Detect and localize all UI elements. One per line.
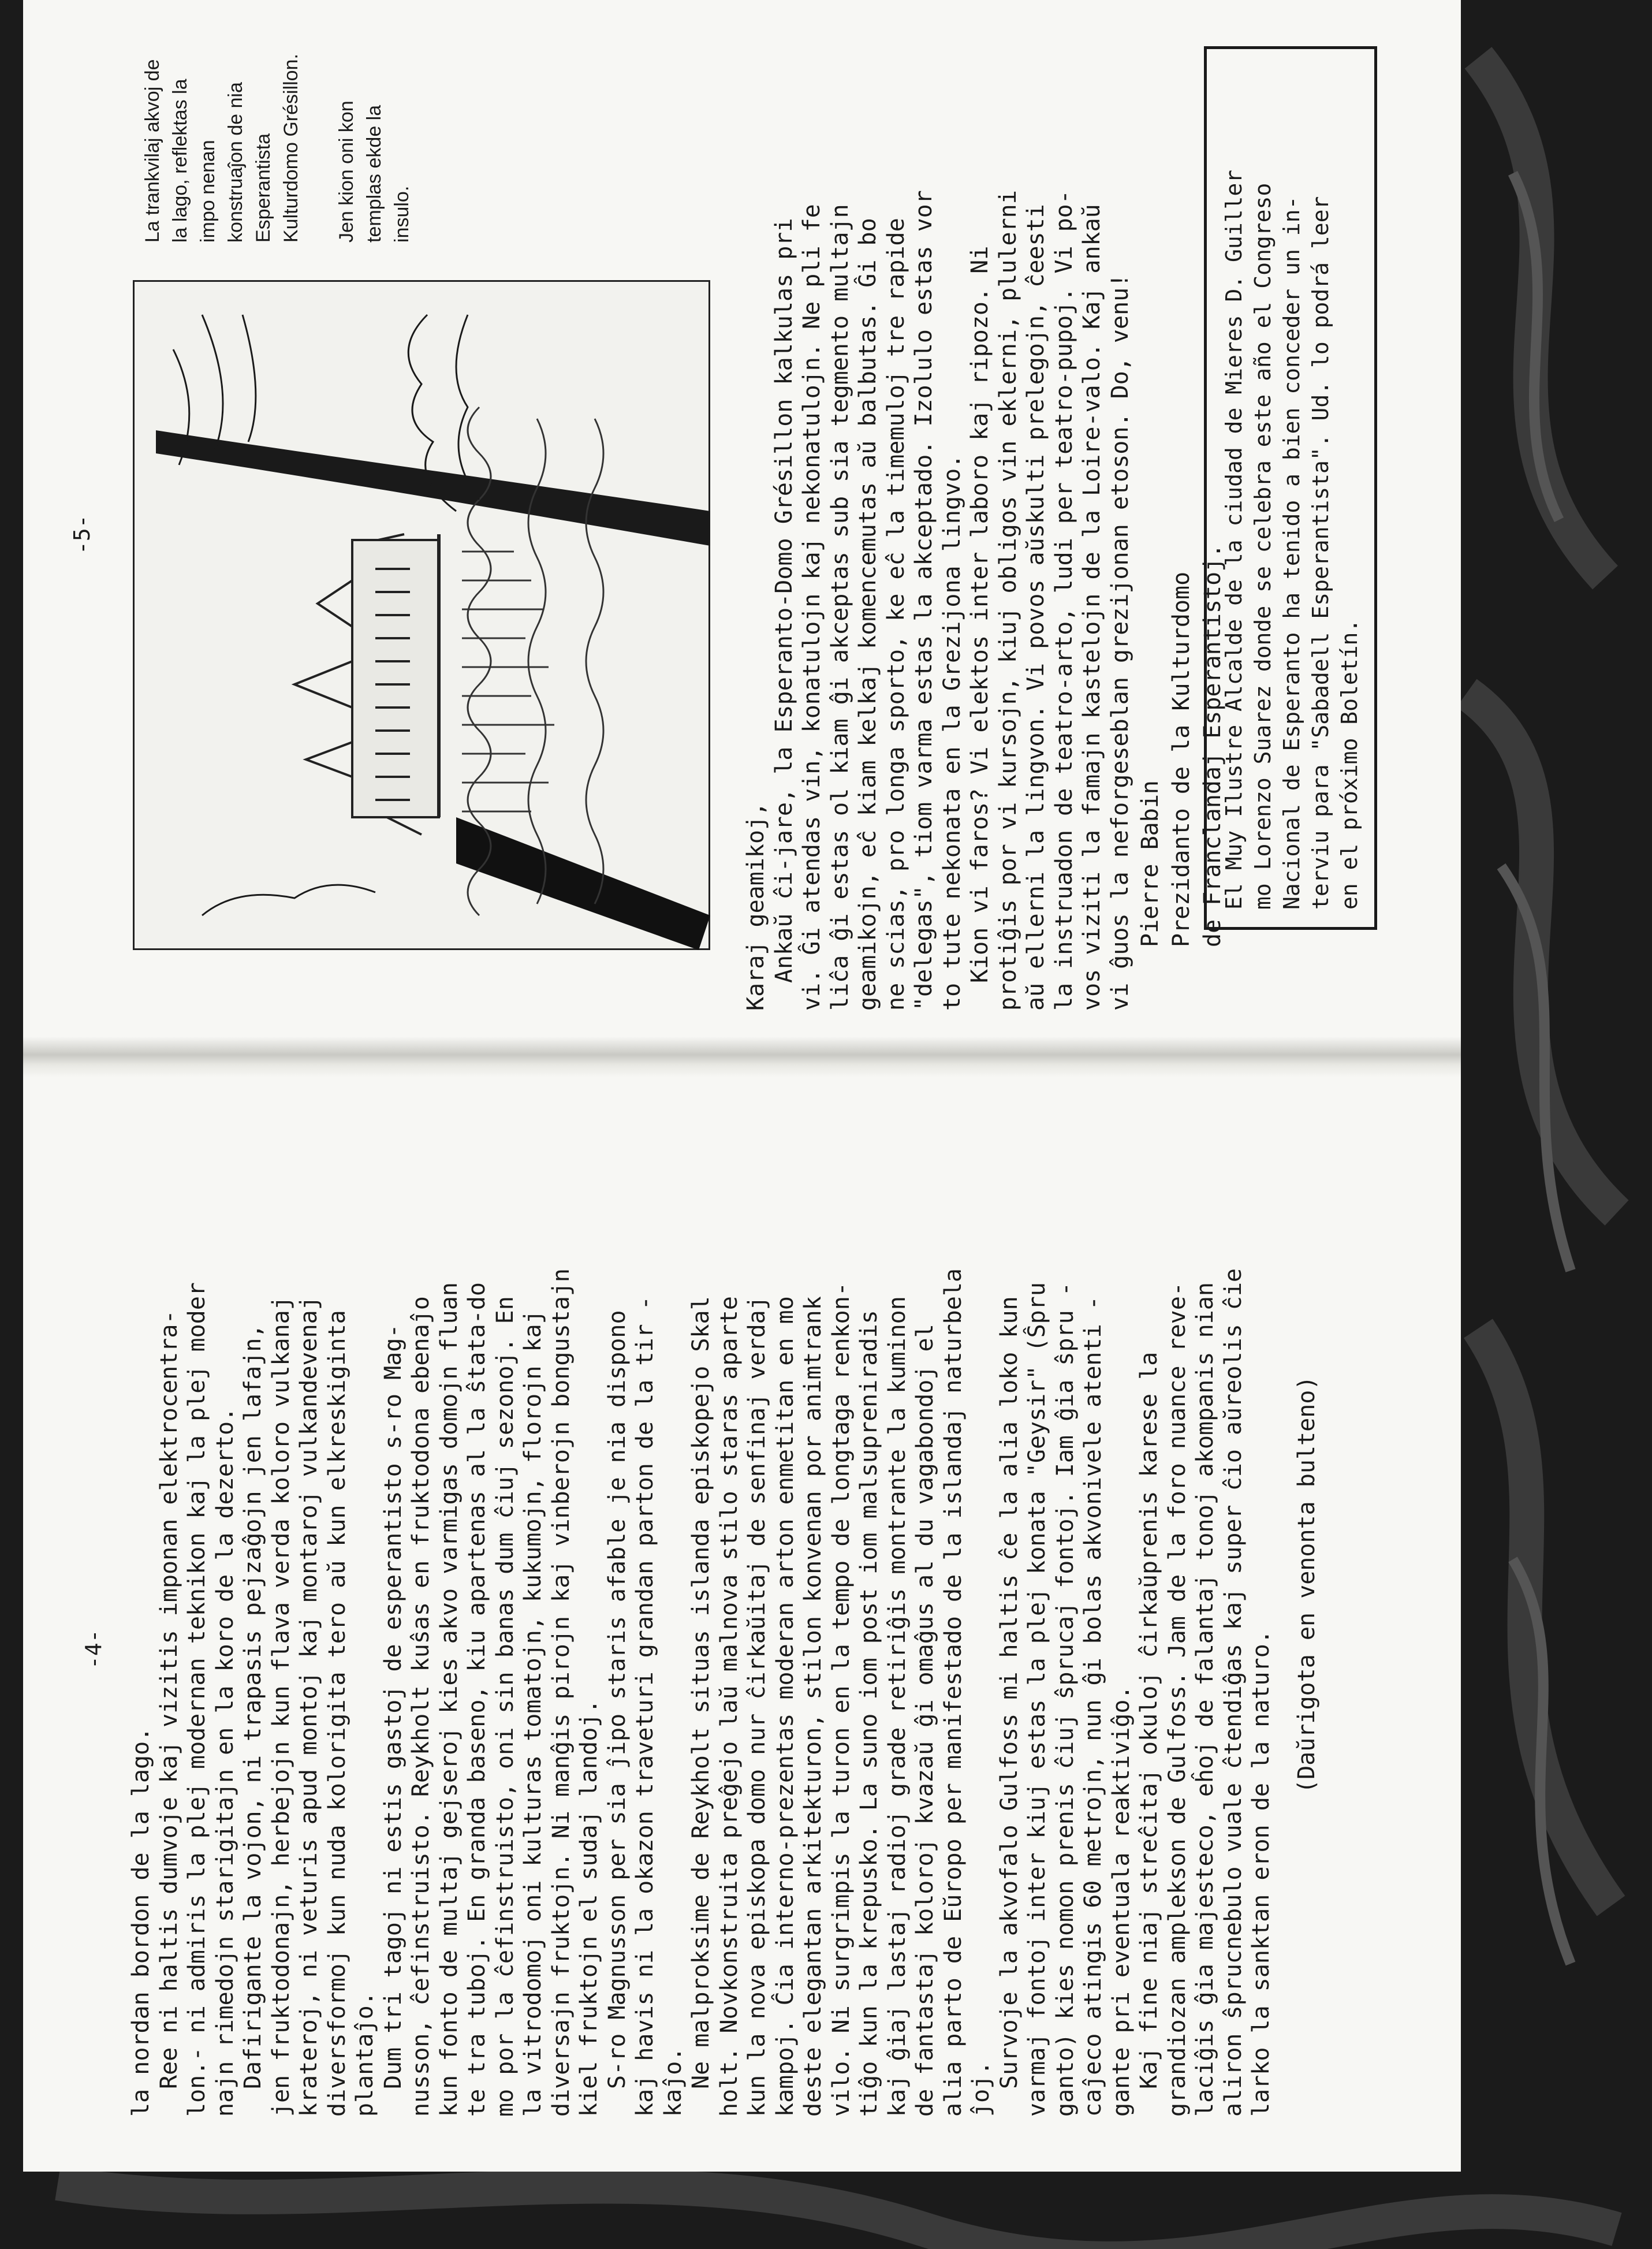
caption-line: La trankvilaj akvoj de la lago, reflektas la impo nenan konstruaĵon de nia Esperantista Kulturdomo Grésillon. — [141, 54, 302, 243]
text-line: plantaĵo. — [352, 1991, 378, 2117]
text-line: te tra tuboj. En granda baseno, kiu apartenas al la ŝtata-do — [464, 1282, 490, 2117]
notice-line: El Muy Ilustre Alcalde de la ciudad de Mieres D. Guiller — [1221, 169, 1247, 910]
text-line: tiĝo kun la krepusko. La suno iom post iom malsupreniradis — [856, 1310, 882, 2117]
text-line: najn rimedojn starigitajn en la koro de la dezerto. — [211, 1407, 238, 2117]
text-line: larko la sanktan eron de la naturo. — [1248, 1630, 1274, 2117]
notice-line: Nacional de Esperanto ha tenido a bien conceder un in- — [1279, 196, 1304, 910]
text-line: krateroj, ni veturis apud montoj kaj montaroj vulkandevenaj — [296, 1296, 322, 2117]
text-line: kun la nova episkopa domo nur ĉirkaŭitaj de senfinaj verdaj — [744, 1296, 770, 2117]
text-line: la nordan bordon de la lago. — [128, 1727, 154, 2117]
text-line: de fantastaj koloroj kvazaŭ ĝi omaĝus al du vagabondoj el — [912, 1324, 938, 2117]
text-line: mo por la ĉefinstruisto, oni sin banas dum ĉiuj sezonoj. En — [491, 1296, 519, 2117]
text-line: aŭ ellerni la lingvon. Vi povos aŭskulti prelegojn, ĉeesti — [1023, 204, 1049, 1011]
text-line: kaj ĝiaj lastaj radioj grade retiriĝis montrante la kuminon — [883, 1296, 911, 2117]
continuation-note: (Daŭrigota en venonta bulteno) — [1293, 1376, 1320, 1793]
greeting: Karaj geamikoj, — [743, 802, 769, 1011]
text-line: Ree ni haltis dumvoje kaj vizitis imponan elektrocentra- — [155, 1310, 182, 2089]
text-line: Kion vi faros? Vi elektos inter laboro kaj ripozo. Ni — [967, 245, 993, 983]
text-line: kampoj. Ĉia interno-prezentas moderan arton enmetitan en mo — [771, 1296, 799, 2117]
text-line: vilo. Ni surgrimpis la turon en la tempo de longtaga renkon- — [827, 1282, 855, 2117]
text-line: grandiozan amplekson de Gulfoss. Jam de la foro nuance reve- — [1164, 1282, 1191, 2117]
text-line: kaj havis ni la okazon traveturi grandan parton de la tir - — [632, 1296, 658, 2117]
notice-line: terviu para "Sabadell Esperantista". Ud. lo podrá leer — [1308, 196, 1333, 910]
text-line: ganto) kies nomon prenis ĉiuj ŝprucaj fontoj. Iam ĝia ŝpru - — [1051, 1282, 1079, 2117]
text-line: varmaj fontoj inter kiuj estas la plej konata "Geysir" (Ŝpru — [1024, 1282, 1050, 2117]
text-line: Ne malproksime de Reykholt situas islanda episkopejo Skal — [688, 1296, 714, 2089]
notice-line: en el próximo Boletín. — [1337, 619, 1362, 910]
text-line: laciĝis ĝia majesteco, eĥoj de falantaj tonoj akompanis nian — [1192, 1282, 1218, 2117]
text-line: vos viziti la famajn kastelojn de la Loire-valo. Kaj ankaŭ — [1079, 204, 1105, 1011]
castle-lake-illustration — [133, 280, 710, 950]
article-text — [127, 1268, 1276, 2117]
text-line: deste elegantan arkitekturon, stilon konvenan por animtrank — [800, 1296, 826, 2117]
text-line: ne scias, pro longa sporto, ke eĉ la timemuloj tre rapide — [882, 218, 909, 1011]
text-line: alia parto de Eŭropo per manifestado de la islandaj naturbela — [939, 1268, 967, 2117]
text-line: protiĝis por vi kursojn, kiuj obligos vin eklerni, plulerni — [994, 190, 1021, 1011]
signature-name: Pierre Babin — [1137, 780, 1164, 947]
text-line: Ankaŭ ĉi-jare, la Esperanto-Domo Grésillon kalkulas pri — [770, 218, 797, 983]
notice-line: mo Lorenzo Suarez donde se celebra este año el Congreso — [1250, 183, 1276, 910]
signature-title: Prezidanto de la Kulturdomo — [1168, 571, 1195, 947]
text-line: jen fruktodonajn, herbejojn kun flava verda koloro vulkanaj — [267, 1296, 294, 2117]
illustration-caption — [139, 46, 443, 243]
page-number: -4- — [81, 1629, 106, 1669]
page-5 — [46, 29, 1478, 1034]
text-line: geamikojn, eĉ kiam kelkaj komencemutas aŭ balbutas. Ĝi bo — [855, 218, 881, 1011]
caption-line: Jen kion oni kon templas ekde la insulo. — [335, 100, 413, 243]
text-line: kaĵo. — [659, 2047, 687, 2117]
text-line: gante pri eventuala reaktiviĝo. — [1107, 1685, 1135, 2117]
text-line: kun fonto de multaj gejseroj kies akvo varmigas domojn fluan — [435, 1282, 463, 2117]
text-line: Dum tri tagoj ni estis gastoj de esperantisto s-ro Mag- — [379, 1324, 407, 2089]
text-line: caĵeco atingis 60 metrojn, nun ĝi bolas akvonivele atenti - — [1080, 1296, 1106, 2117]
text-line: Kaj fine niaj streĉitaj okuloj ĉirkaŭprenis karese la — [1136, 1351, 1162, 2089]
text-line: aliron ŝprucnebulo vuale ĉtendiĝas kaj super ĉio aŭreolis ĉie — [1220, 1268, 1247, 2117]
text-line: lon.- ni admiris la plej modernan teknikon kaj la plej moder — [184, 1282, 210, 2117]
text-line: Survoje la akvofalo Gulfoss mi haltis ĉe la alia loko kun — [995, 1296, 1023, 2089]
text-line: nusson, ĉefinstruisto. Reykholt kuŝas en fruktodona ebenaĵo — [408, 1296, 434, 2117]
text-line: to tute nekonata en la Grezijona lingvo. — [938, 454, 965, 1011]
letter-text — [742, 190, 1134, 1011]
text-line: la instruadon de teatro-arto, ludi per teatro-pupoj. Vi po- — [1050, 190, 1077, 1011]
text-line: diversajn fruktojn. Ni manĝis pirojn kaj vinberojn bongustajn — [547, 1268, 575, 2117]
text-line: holt. Novkonstruita preĝejo laŭ malnova stilo staras aparte — [715, 1296, 743, 2117]
text-line: la vitrodomoj oni kulturas tomatojn, kukumojn, florojn kaj — [520, 1310, 546, 2117]
notice-box — [1204, 46, 1377, 930]
signature-org: de Franclandaj Esperantistoj. — [1199, 543, 1226, 947]
text-line: vi ĝuos la neforgeseblan grezijonan etoson. Do, venu! — [1106, 273, 1133, 1011]
text-line: ĵoj. — [968, 2061, 994, 2117]
text-line: vi. Ĝi atendas vin, konatulojn kaj nekonatulojn. Ne pli fe — [799, 204, 825, 1011]
text-line: "delegas", tiom varma estas la akceptado. Izolulo estas vor — [911, 190, 937, 1011]
text-line: Dafirigante la vojon, ni trapasis pejzaĝojn jen lafajn, — [240, 1324, 266, 2089]
text-line: diversformoj kun nuda kolorigita tero aŭ kun elkreskiginta — [323, 1310, 350, 2117]
center-fold — [23, 1037, 1461, 1077]
booklet-spread — [23, 0, 1461, 2172]
text-line: liĉa ĝi estas ol kiam ĝi akceptas sub sia tegmento multajn — [826, 204, 853, 1011]
text-line: kiel fruktojn el sudaj landoj. — [576, 1699, 602, 2117]
page-number: -5- — [69, 515, 95, 554]
text-line: S-ro Magnusson per sia ĵipo staris afable je nia dispono — [603, 1310, 631, 2089]
page-4 — [46, 1135, 1478, 2140]
